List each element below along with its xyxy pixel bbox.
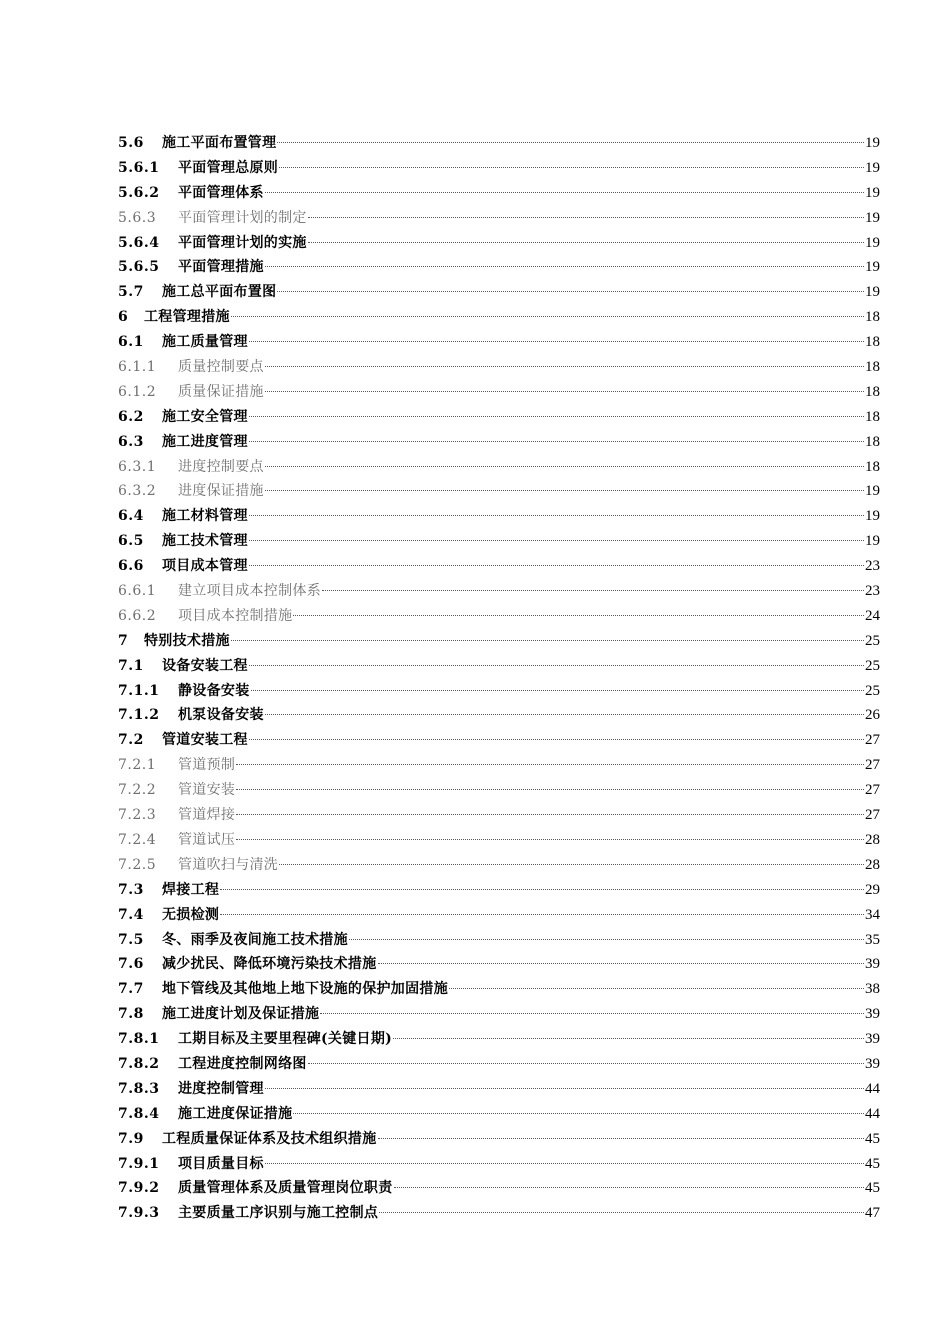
toc-entry-number: 7.2 bbox=[118, 732, 144, 749]
toc-entry-number: 7.1.1 bbox=[118, 682, 160, 699]
toc-entry[interactable] bbox=[118, 703, 880, 728]
toc-entry-page-number: 38 bbox=[865, 981, 880, 998]
toc-entry-title: 管道试压 bbox=[178, 831, 236, 848]
toc-entry[interactable] bbox=[118, 1052, 880, 1077]
toc-entry-number: 7.1 bbox=[118, 657, 144, 674]
toc-entry-page-number: 19 bbox=[865, 234, 880, 251]
toc-entry-number: 6.1.2 bbox=[118, 383, 157, 400]
toc-dot-leader bbox=[236, 764, 864, 765]
toc-entry-title: 焊接工程 bbox=[162, 881, 220, 898]
toc-entry-title: 工期目标及主要里程碑(关键日期) bbox=[178, 1031, 393, 1048]
toc-entry-number: 5.6.4 bbox=[118, 234, 160, 251]
toc-entry-page-number: 18 bbox=[865, 433, 880, 450]
toc-entry[interactable] bbox=[118, 654, 880, 679]
toc-dot-leader bbox=[393, 1038, 864, 1039]
toc-entry[interactable] bbox=[118, 554, 880, 579]
toc-entry-title: 管道吹扫与清洗 bbox=[178, 856, 279, 873]
toc-entry-title: 施工材料管理 bbox=[162, 508, 248, 525]
toc-entry-title: 管道安装 bbox=[178, 782, 236, 799]
toc-entry-number: 6.1 bbox=[118, 334, 144, 351]
toc-entry[interactable] bbox=[118, 728, 880, 753]
toc-entry-title: 减少扰民、降低环境污染技术措施 bbox=[162, 956, 377, 973]
toc-dot-leader bbox=[265, 192, 864, 193]
toc-dot-leader bbox=[265, 466, 864, 467]
toc-entry-page-number: 18 bbox=[865, 458, 880, 475]
toc-entry-number: 6.4 bbox=[118, 508, 144, 525]
toc-dot-leader bbox=[265, 266, 864, 267]
toc-entry-number: 7.6 bbox=[118, 956, 144, 973]
toc-entry-number: 6.3.2 bbox=[118, 483, 157, 500]
toc-dot-leader bbox=[249, 739, 864, 740]
toc-entry-number: 7.8.4 bbox=[118, 1105, 160, 1122]
toc-entry-title: 进度保证措施 bbox=[178, 483, 264, 500]
toc-entry-number: 7.4 bbox=[118, 906, 144, 923]
toc-dot-leader bbox=[249, 416, 864, 417]
toc-entry[interactable] bbox=[118, 131, 880, 156]
toc-entry-page-number: 45 bbox=[865, 1180, 880, 1197]
toc-entry[interactable] bbox=[118, 1002, 880, 1027]
toc-entry-page-number: 27 bbox=[865, 757, 880, 774]
toc-entry-page-number: 39 bbox=[865, 1031, 880, 1048]
toc-dot-leader bbox=[279, 864, 864, 865]
toc-entry-title: 建立项目成本控制体系 bbox=[178, 583, 321, 600]
toc-dot-leader bbox=[277, 142, 864, 143]
toc-entry-page-number: 24 bbox=[865, 607, 880, 624]
toc-dot-leader bbox=[236, 839, 864, 840]
toc-entry[interactable] bbox=[118, 878, 880, 903]
toc-entry[interactable] bbox=[118, 529, 880, 554]
toc-entry-number: 7.8.3 bbox=[118, 1080, 160, 1097]
toc-entry-title: 平面管理体系 bbox=[178, 184, 264, 201]
toc-entry-page-number: 23 bbox=[865, 583, 880, 600]
toc-dot-leader bbox=[265, 1163, 864, 1164]
toc-dot-leader bbox=[277, 291, 864, 292]
toc-dot-leader bbox=[251, 690, 865, 691]
toc-entry-title: 平面管理措施 bbox=[178, 259, 264, 276]
toc-entry-title: 工程进度控制网络图 bbox=[178, 1055, 307, 1072]
toc-entry-page-number: 39 bbox=[865, 1055, 880, 1072]
toc-entry-number: 6.3 bbox=[118, 433, 144, 450]
toc-entry-title: 项目成本管理 bbox=[162, 558, 248, 575]
toc-entry-page-number: 47 bbox=[865, 1205, 880, 1222]
toc-entry[interactable] bbox=[118, 380, 880, 405]
toc-entry[interactable] bbox=[118, 255, 880, 280]
toc-entry-page-number: 34 bbox=[865, 906, 880, 923]
toc-dot-leader bbox=[231, 316, 864, 317]
toc-entry[interactable] bbox=[118, 355, 880, 380]
toc-dot-leader bbox=[320, 1013, 864, 1014]
toc-entry[interactable] bbox=[118, 803, 880, 828]
toc-entry[interactable] bbox=[118, 1152, 880, 1177]
toc-entry-title: 平面管理总原则 bbox=[178, 159, 279, 176]
toc-entry-number: 7.9 bbox=[118, 1130, 144, 1147]
toc-dot-leader bbox=[308, 217, 864, 218]
toc-entry-title: 施工安全管理 bbox=[162, 408, 248, 425]
toc-entry-page-number: 25 bbox=[865, 657, 880, 674]
toc-dot-leader bbox=[231, 640, 864, 641]
toc-dot-leader bbox=[220, 889, 864, 890]
toc-entry[interactable] bbox=[118, 604, 880, 629]
toc-entry[interactable] bbox=[118, 579, 880, 604]
toc-entry-title: 施工总平面布置图 bbox=[162, 284, 277, 301]
toc-entry-page-number: 39 bbox=[865, 956, 880, 973]
toc-entry-page-number: 19 bbox=[865, 533, 880, 550]
toc-entry[interactable] bbox=[118, 679, 880, 704]
toc-dot-leader bbox=[378, 1138, 865, 1139]
table-of-contents bbox=[118, 131, 880, 1226]
toc-entry[interactable] bbox=[118, 977, 880, 1002]
toc-entry-page-number: 35 bbox=[865, 931, 880, 948]
toc-entry-title: 施工质量管理 bbox=[162, 334, 248, 351]
toc-dot-leader bbox=[394, 1187, 865, 1188]
toc-dot-leader bbox=[265, 391, 864, 392]
toc-entry-number: 5.6 bbox=[118, 135, 144, 151]
toc-entry-number: 7.2.5 bbox=[118, 856, 157, 873]
toc-entry-page-number: 27 bbox=[865, 807, 880, 824]
toc-entry-title: 质量控制要点 bbox=[178, 359, 264, 376]
toc-entry-number: 7.8.1 bbox=[118, 1031, 160, 1048]
toc-entry-number: 5.6.2 bbox=[118, 184, 160, 201]
toc-dot-leader bbox=[249, 540, 864, 541]
toc-entry[interactable] bbox=[118, 753, 880, 778]
toc-dot-leader bbox=[265, 1088, 864, 1089]
toc-dot-leader bbox=[249, 441, 864, 442]
toc-dot-leader bbox=[379, 1212, 864, 1213]
toc-entry[interactable] bbox=[118, 231, 880, 256]
toc-entry-page-number: 25 bbox=[865, 632, 880, 649]
toc-entry-title: 施工进度管理 bbox=[162, 433, 248, 450]
toc-entry-title: 施工进度计划及保证措施 bbox=[162, 1006, 320, 1023]
toc-dot-leader bbox=[249, 665, 864, 666]
toc-entry-page-number: 27 bbox=[865, 782, 880, 799]
toc-dot-leader bbox=[236, 789, 864, 790]
toc-entry-number: 5.6.3 bbox=[118, 209, 157, 226]
toc-entry-page-number: 19 bbox=[865, 135, 880, 151]
toc-entry-number: 6.2 bbox=[118, 408, 144, 425]
toc-entry[interactable] bbox=[118, 430, 880, 455]
toc-dot-leader bbox=[449, 988, 864, 989]
toc-entry-title: 平面管理计划的实施 bbox=[178, 234, 307, 251]
toc-dot-leader bbox=[378, 963, 865, 964]
toc-dot-leader bbox=[249, 515, 864, 516]
toc-dot-leader bbox=[322, 590, 864, 591]
toc-entry-page-number: 44 bbox=[865, 1105, 880, 1122]
toc-entry-page-number: 28 bbox=[865, 831, 880, 848]
toc-entry[interactable] bbox=[118, 828, 880, 853]
toc-entry-number: 6.1.1 bbox=[118, 359, 157, 376]
toc-entry-number: 5.7 bbox=[118, 284, 144, 301]
toc-entry[interactable] bbox=[118, 952, 880, 977]
toc-entry-title: 平面管理计划的制定 bbox=[178, 209, 307, 226]
toc-entry[interactable] bbox=[118, 928, 880, 953]
toc-entry-title: 管道安装工程 bbox=[162, 732, 248, 749]
toc-entry[interactable] bbox=[118, 206, 880, 231]
toc-entry-page-number: 19 bbox=[865, 209, 880, 226]
toc-entry-title: 进度控制管理 bbox=[178, 1080, 264, 1097]
toc-entry-title: 施工平面布置管理 bbox=[162, 135, 277, 151]
toc-entry-title: 特别技术措施 bbox=[144, 632, 230, 649]
toc-entry[interactable] bbox=[118, 156, 880, 181]
toc-entry-page-number: 18 bbox=[865, 359, 880, 376]
toc-entry-title: 施工进度保证措施 bbox=[178, 1105, 293, 1122]
toc-entry[interactable] bbox=[118, 1077, 880, 1102]
toc-entry-page-number: 23 bbox=[865, 558, 880, 575]
toc-entry[interactable] bbox=[118, 305, 880, 330]
toc-entry-title: 项目质量目标 bbox=[178, 1155, 264, 1172]
toc-dot-leader bbox=[308, 1063, 864, 1064]
toc-entry[interactable] bbox=[118, 1176, 880, 1201]
toc-entry[interactable] bbox=[118, 1027, 880, 1052]
toc-entry-page-number: 45 bbox=[865, 1155, 880, 1172]
toc-entry-number: 7.7 bbox=[118, 981, 144, 998]
toc-entry-number: 6.3.1 bbox=[118, 458, 157, 475]
toc-entry-number: 7 bbox=[118, 632, 129, 649]
toc-entry-page-number: 28 bbox=[865, 856, 880, 873]
toc-entry-number: 7.1.2 bbox=[118, 707, 160, 724]
toc-dot-leader bbox=[265, 366, 864, 367]
toc-entry-title: 施工技术管理 bbox=[162, 533, 248, 550]
toc-entry-number: 6.5 bbox=[118, 533, 144, 550]
toc-entry-title: 管道焊接 bbox=[178, 807, 236, 824]
toc-entry[interactable] bbox=[118, 778, 880, 803]
toc-dot-leader bbox=[249, 565, 864, 566]
toc-entry-number: 7.9.3 bbox=[118, 1205, 160, 1222]
toc-entry[interactable] bbox=[118, 504, 880, 529]
toc-entry[interactable] bbox=[118, 280, 880, 305]
toc-entry-title: 质量保证措施 bbox=[178, 383, 264, 400]
toc-entry-page-number: 19 bbox=[865, 184, 880, 201]
toc-entry[interactable] bbox=[118, 903, 880, 928]
toc-entry-page-number: 27 bbox=[865, 732, 880, 749]
toc-entry-title: 主要质量工序识别与施工控制点 bbox=[178, 1205, 379, 1222]
toc-entry-page-number: 19 bbox=[865, 284, 880, 301]
toc-dot-leader bbox=[349, 939, 864, 940]
toc-entry-title: 地下管线及其他地上地下设施的保护加固措施 bbox=[162, 981, 448, 998]
toc-entry-number: 5.6.1 bbox=[118, 159, 160, 176]
toc-dot-leader bbox=[293, 1113, 864, 1114]
toc-entry-page-number: 19 bbox=[865, 159, 880, 176]
toc-entry-title: 进度控制要点 bbox=[178, 458, 264, 475]
toc-entry-title: 管道预制 bbox=[178, 757, 236, 774]
toc-entry[interactable] bbox=[118, 1102, 880, 1127]
toc-entry-number: 7.2.4 bbox=[118, 831, 157, 848]
toc-entry-number: 7.9.2 bbox=[118, 1180, 160, 1197]
toc-entry-number: 7.2.1 bbox=[118, 757, 157, 774]
toc-entry-number: 6.6.2 bbox=[118, 607, 157, 624]
toc-entry-number: 7.9.1 bbox=[118, 1155, 160, 1172]
toc-entry-page-number: 39 bbox=[865, 1006, 880, 1023]
toc-entry-number: 6 bbox=[118, 309, 129, 326]
toc-entry[interactable] bbox=[118, 629, 880, 654]
toc-entry-title: 冬、雨季及夜间施工技术措施 bbox=[162, 931, 348, 948]
toc-entry-page-number: 45 bbox=[865, 1130, 880, 1147]
toc-entry-number: 7.3 bbox=[118, 881, 144, 898]
toc-dot-leader bbox=[220, 914, 864, 915]
toc-dot-leader bbox=[249, 341, 864, 342]
toc-entry-number: 7.2.2 bbox=[118, 782, 157, 799]
toc-entry-number: 7.8 bbox=[118, 1006, 144, 1023]
toc-entry-page-number: 29 bbox=[865, 881, 880, 898]
toc-entry-title: 静设备安装 bbox=[178, 682, 250, 699]
toc-entry-page-number: 25 bbox=[865, 682, 880, 699]
toc-entry-page-number: 18 bbox=[865, 309, 880, 326]
toc-entry-page-number: 19 bbox=[865, 259, 880, 276]
toc-entry-number: 7.2.3 bbox=[118, 807, 157, 824]
toc-entry[interactable] bbox=[118, 479, 880, 504]
toc-entry[interactable] bbox=[118, 330, 880, 355]
toc-entry-page-number: 19 bbox=[865, 483, 880, 500]
toc-dot-leader bbox=[265, 714, 864, 715]
toc-entry-number: 7.8.2 bbox=[118, 1055, 160, 1072]
toc-entry-page-number: 44 bbox=[865, 1080, 880, 1097]
toc-entry-number: 6.6.1 bbox=[118, 583, 157, 600]
toc-dot-leader bbox=[279, 167, 864, 168]
toc-entry-page-number: 19 bbox=[865, 508, 880, 525]
toc-entry-title: 设备安装工程 bbox=[162, 657, 248, 674]
toc-entry[interactable] bbox=[118, 1127, 880, 1152]
toc-entry-page-number: 18 bbox=[865, 334, 880, 351]
toc-entry[interactable] bbox=[118, 181, 880, 206]
toc-dot-leader bbox=[236, 814, 864, 815]
toc-entry-page-number: 18 bbox=[865, 408, 880, 425]
toc-dot-leader bbox=[308, 242, 864, 243]
toc-entry[interactable] bbox=[118, 853, 880, 878]
toc-entry-page-number: 18 bbox=[865, 383, 880, 400]
toc-dot-leader bbox=[293, 615, 864, 616]
toc-entry[interactable] bbox=[118, 405, 880, 430]
toc-entry-title: 机泵设备安装 bbox=[178, 707, 264, 724]
toc-entry-number: 5.6.5 bbox=[118, 259, 160, 276]
toc-entry-page-number: 26 bbox=[865, 707, 880, 724]
toc-entry-number: 6.6 bbox=[118, 558, 144, 575]
toc-entry-title: 无损检测 bbox=[162, 906, 220, 923]
toc-entry-title: 质量管理体系及质量管理岗位职责 bbox=[178, 1180, 393, 1197]
toc-entry[interactable] bbox=[118, 1201, 880, 1226]
toc-entry-title: 工程质量保证体系及技术组织措施 bbox=[162, 1130, 377, 1147]
toc-entry[interactable] bbox=[118, 455, 880, 480]
toc-entry-number: 7.5 bbox=[118, 931, 144, 948]
toc-entry-title: 项目成本控制措施 bbox=[178, 607, 293, 624]
toc-entry-title: 工程管理措施 bbox=[144, 309, 230, 326]
toc-dot-leader bbox=[265, 490, 864, 491]
